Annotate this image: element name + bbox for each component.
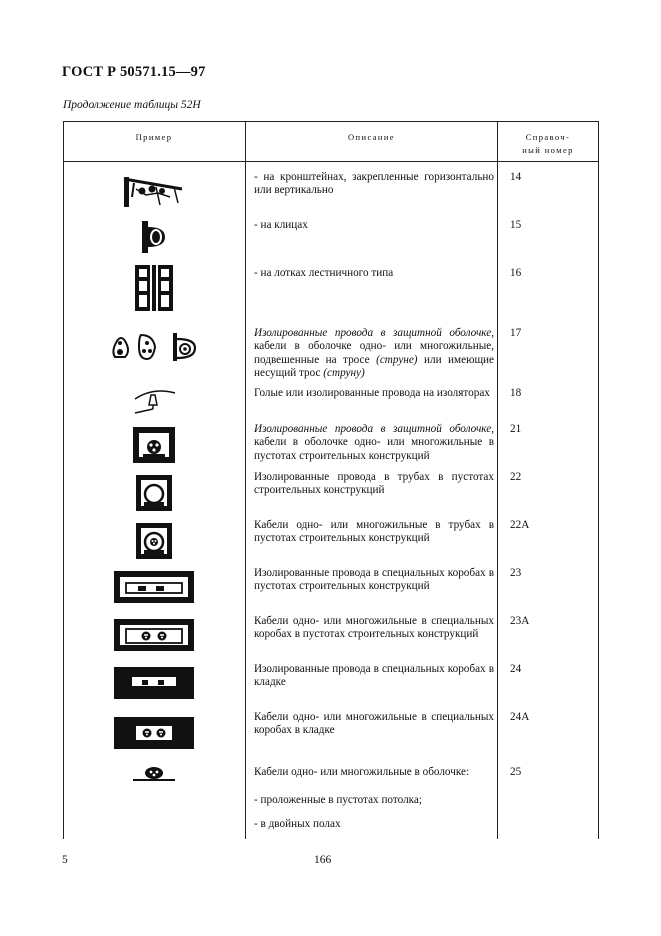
col-header-example: Пример	[135, 132, 173, 142]
insulator-icon	[63, 387, 245, 415]
desc-italic: (струне)	[376, 353, 418, 366]
row-ref-number: 25	[510, 766, 522, 778]
cavity-cable-icon	[63, 425, 245, 465]
row-description	[254, 327, 494, 381]
continuation-caption: Продолжение таблицы 52Н	[63, 99, 201, 111]
cavity-conduit-icon	[63, 473, 245, 513]
masonry-trunking-cables-icon	[63, 715, 245, 751]
page-number-center: 166	[314, 854, 332, 866]
row-description: Голые или изолированные провода на изоляторах	[254, 387, 490, 399]
cavity-trunking-cables-icon	[63, 617, 245, 653]
col-header-description: Описание	[348, 132, 395, 142]
ceiling-void-cable-icon	[63, 764, 245, 784]
row-ref-number: 23	[510, 567, 522, 579]
row-description: Кабели одно- или многожильные в оболочке:	[254, 766, 470, 778]
row-description: Кабели одно- или многожильные в трубах в пустотах строительных конструкций	[254, 519, 494, 545]
cleat-clip-icon	[63, 219, 245, 255]
row-ref-number: 21	[510, 423, 522, 435]
sub-item-ceiling-voids: - проложенные в пустотах потолка;	[254, 794, 422, 806]
col-divider-1	[245, 121, 246, 839]
wiring-table	[63, 121, 599, 839]
row-description: - на клицах	[254, 219, 308, 231]
header-divider	[63, 161, 599, 162]
desc-italic: Изолированные провода в защитной оболочке	[254, 423, 492, 435]
col-header-ref-line1: Справоч-	[525, 132, 571, 142]
col-divider-2	[497, 121, 498, 839]
row-description: Кабели одно- или многожильные в специальных коробах в кладке	[254, 711, 494, 737]
row-ref-number: 17	[510, 327, 522, 339]
table-border-right	[598, 121, 599, 839]
cavity-conduit-cable-icon	[63, 521, 245, 561]
col-header-ref-line2: ный номер	[522, 145, 574, 155]
sub-item-double-floors: - в двойных полах	[254, 818, 341, 830]
row-description	[254, 423, 494, 463]
masonry-trunking-wires-icon	[63, 665, 245, 701]
row-description: Изолированные провода в трубах в пустотах строительных конструкций	[254, 471, 494, 497]
row-ref-number: 22	[510, 471, 522, 483]
desc-italic: Изолированные провода в защитной оболочке	[254, 327, 492, 339]
table-border-top	[63, 121, 599, 122]
row-ref-number: 16	[510, 267, 522, 279]
row-ref-number: 14	[510, 171, 522, 183]
ladder-tray-icon	[63, 263, 245, 313]
row-ref-number: 24А	[510, 711, 530, 723]
standard-title: ГОСТ Р 50571.15—97	[62, 64, 206, 80]
cavity-trunking-wires-icon	[63, 569, 245, 605]
row-ref-number: 15	[510, 219, 522, 231]
bracket-mounted-wiring-icon	[63, 175, 245, 209]
row-description: - на кронштейнах, закрепленные горизонтально или вертикально	[254, 171, 494, 197]
desc-text: , кабели в оболочке одно- или многожильные в пустотах строительных конструкций	[254, 423, 494, 462]
row-ref-number: 24	[510, 663, 522, 675]
row-description: Изолированные провода в специальных коробах в кладке	[254, 663, 494, 689]
sheathed-wires-icon	[63, 331, 245, 363]
page-number-left: 5	[62, 854, 68, 866]
row-description: - на лотках лестничного типа	[254, 267, 394, 279]
desc-text: или имеющие несущий трос	[254, 353, 495, 380]
row-description: Кабели одно- или многожильные в специальных коробах в пустотах строительных конструкций	[254, 615, 494, 641]
row-description: Изолированные провода в специальных коробах в пустотах строительных конструкций	[254, 567, 494, 593]
row-ref-number: 18	[510, 387, 522, 399]
col-header-ref-number	[498, 131, 598, 157]
desc-italic: (струну)	[323, 367, 365, 380]
row-ref-number: 22А	[510, 519, 530, 531]
row-ref-number: 23А	[510, 615, 530, 627]
desc-text: , кабели в оболочке одно- или многожильные, подвешенные на тросе	[254, 327, 494, 366]
